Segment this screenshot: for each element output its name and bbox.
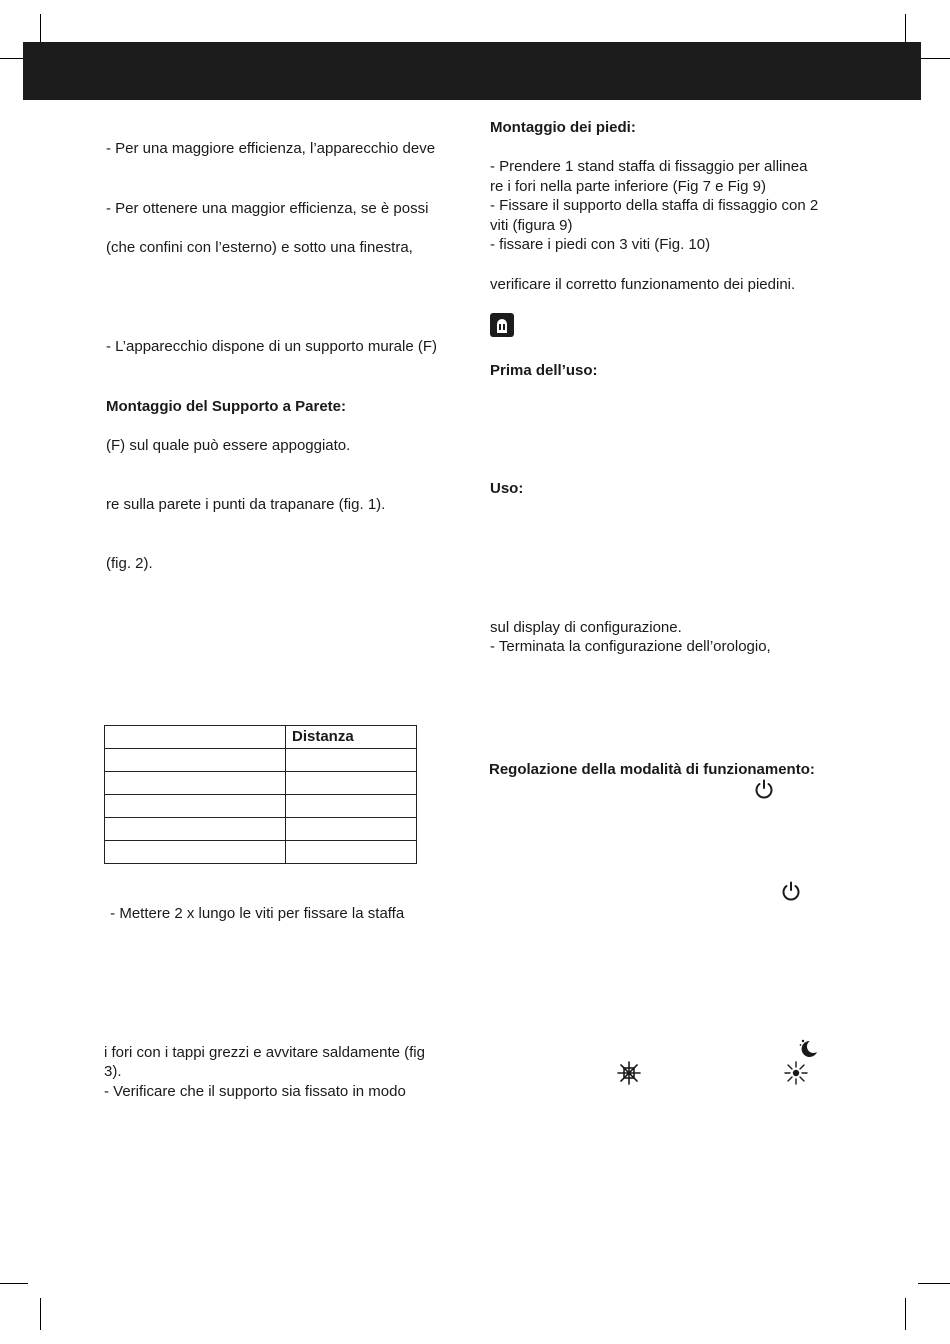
table-row (105, 749, 417, 772)
text-feet-check: verificare il corretto funzionamento dei piedini. (490, 276, 796, 293)
power-icon (753, 778, 775, 800)
table-cell (105, 749, 286, 772)
text-efficiency-1: - Per una maggiore efficienza, l’apparecchio deve (106, 140, 436, 157)
text-use-2: - Terminata la configurazione dell’orologio, (490, 638, 771, 655)
heading-mode: Regolazione della modalità di funzionamento: (489, 761, 815, 778)
text-feet-3: - Fissare il supporto della staffa di fissaggio con 2 (490, 197, 819, 214)
table-header-row (105, 726, 417, 749)
table-cell (105, 841, 286, 864)
table-cell (286, 772, 417, 795)
text-feet-2: re i fori nella parte inferiore (Fig 7 e Fig 9) (490, 178, 766, 195)
table-cell (286, 795, 417, 818)
text-confini: (che confini con l’esterno) e sotto una finestra, (106, 239, 413, 256)
crop-mark (918, 1283, 950, 1284)
table-cell (105, 772, 286, 795)
table-cell (286, 749, 417, 772)
crop-mark (905, 1298, 906, 1330)
header-bar (23, 42, 921, 100)
power-icon (780, 880, 802, 902)
crop-mark (0, 1283, 28, 1284)
heading-before-use: Prima dell’uso: (490, 362, 598, 379)
text-feet-1: - Prendere 1 stand staffa di fissaggio per allinea (490, 158, 808, 175)
text-holes-1: i fori con i tappi grezzi e avvitare saldamente (fig (104, 1044, 425, 1061)
table-header-cell (105, 726, 286, 749)
text-use-1: sul display di configurazione. (490, 619, 682, 636)
heading-use: Uso: (490, 480, 524, 497)
text-fig2: (fig. 2). (106, 555, 153, 572)
text-screws: - Mettere 2 x lungo le viti per fissare la staffa (106, 905, 405, 922)
table-row (105, 841, 417, 864)
heading-wall-mount: Montaggio del Supporto a Parete: (106, 398, 347, 415)
text-fig1: re sulla parete i punti da trapanare (fig. 1). (106, 496, 386, 513)
moon-stars-icon (797, 1037, 819, 1059)
table-cell (286, 841, 417, 864)
table-row (105, 795, 417, 818)
text-verify: - Verificare che il supporto sia fissato in modo (104, 1083, 406, 1100)
table-cell (105, 818, 286, 841)
table-cell (105, 795, 286, 818)
text-feet-5: - fissare i piedi con 3 viti (Fig. 10) (490, 236, 711, 253)
text-feet-4: viti (figura 9) (490, 217, 573, 234)
table-row (105, 772, 417, 795)
text-holes-2: 3). (104, 1063, 122, 1080)
text-efficiency-2: - Per ottenere una maggior efficienza, se è possi (106, 200, 429, 217)
distance-table (104, 725, 417, 864)
plug-icon (490, 313, 514, 337)
table-cell (286, 818, 417, 841)
crop-mark (918, 58, 950, 59)
table-row (105, 818, 417, 841)
text-support: - L’apparecchio dispone di un supporto murale (F) (106, 338, 438, 355)
text-f: (F) sul quale può essere appoggiato. (106, 437, 351, 454)
table-header-distanza: Distanza (286, 726, 417, 749)
sun-icon (784, 1061, 808, 1085)
heading-feet: Montaggio dei piedi: (490, 119, 636, 136)
snowflake-icon (617, 1061, 641, 1085)
crop-mark (40, 1298, 41, 1330)
